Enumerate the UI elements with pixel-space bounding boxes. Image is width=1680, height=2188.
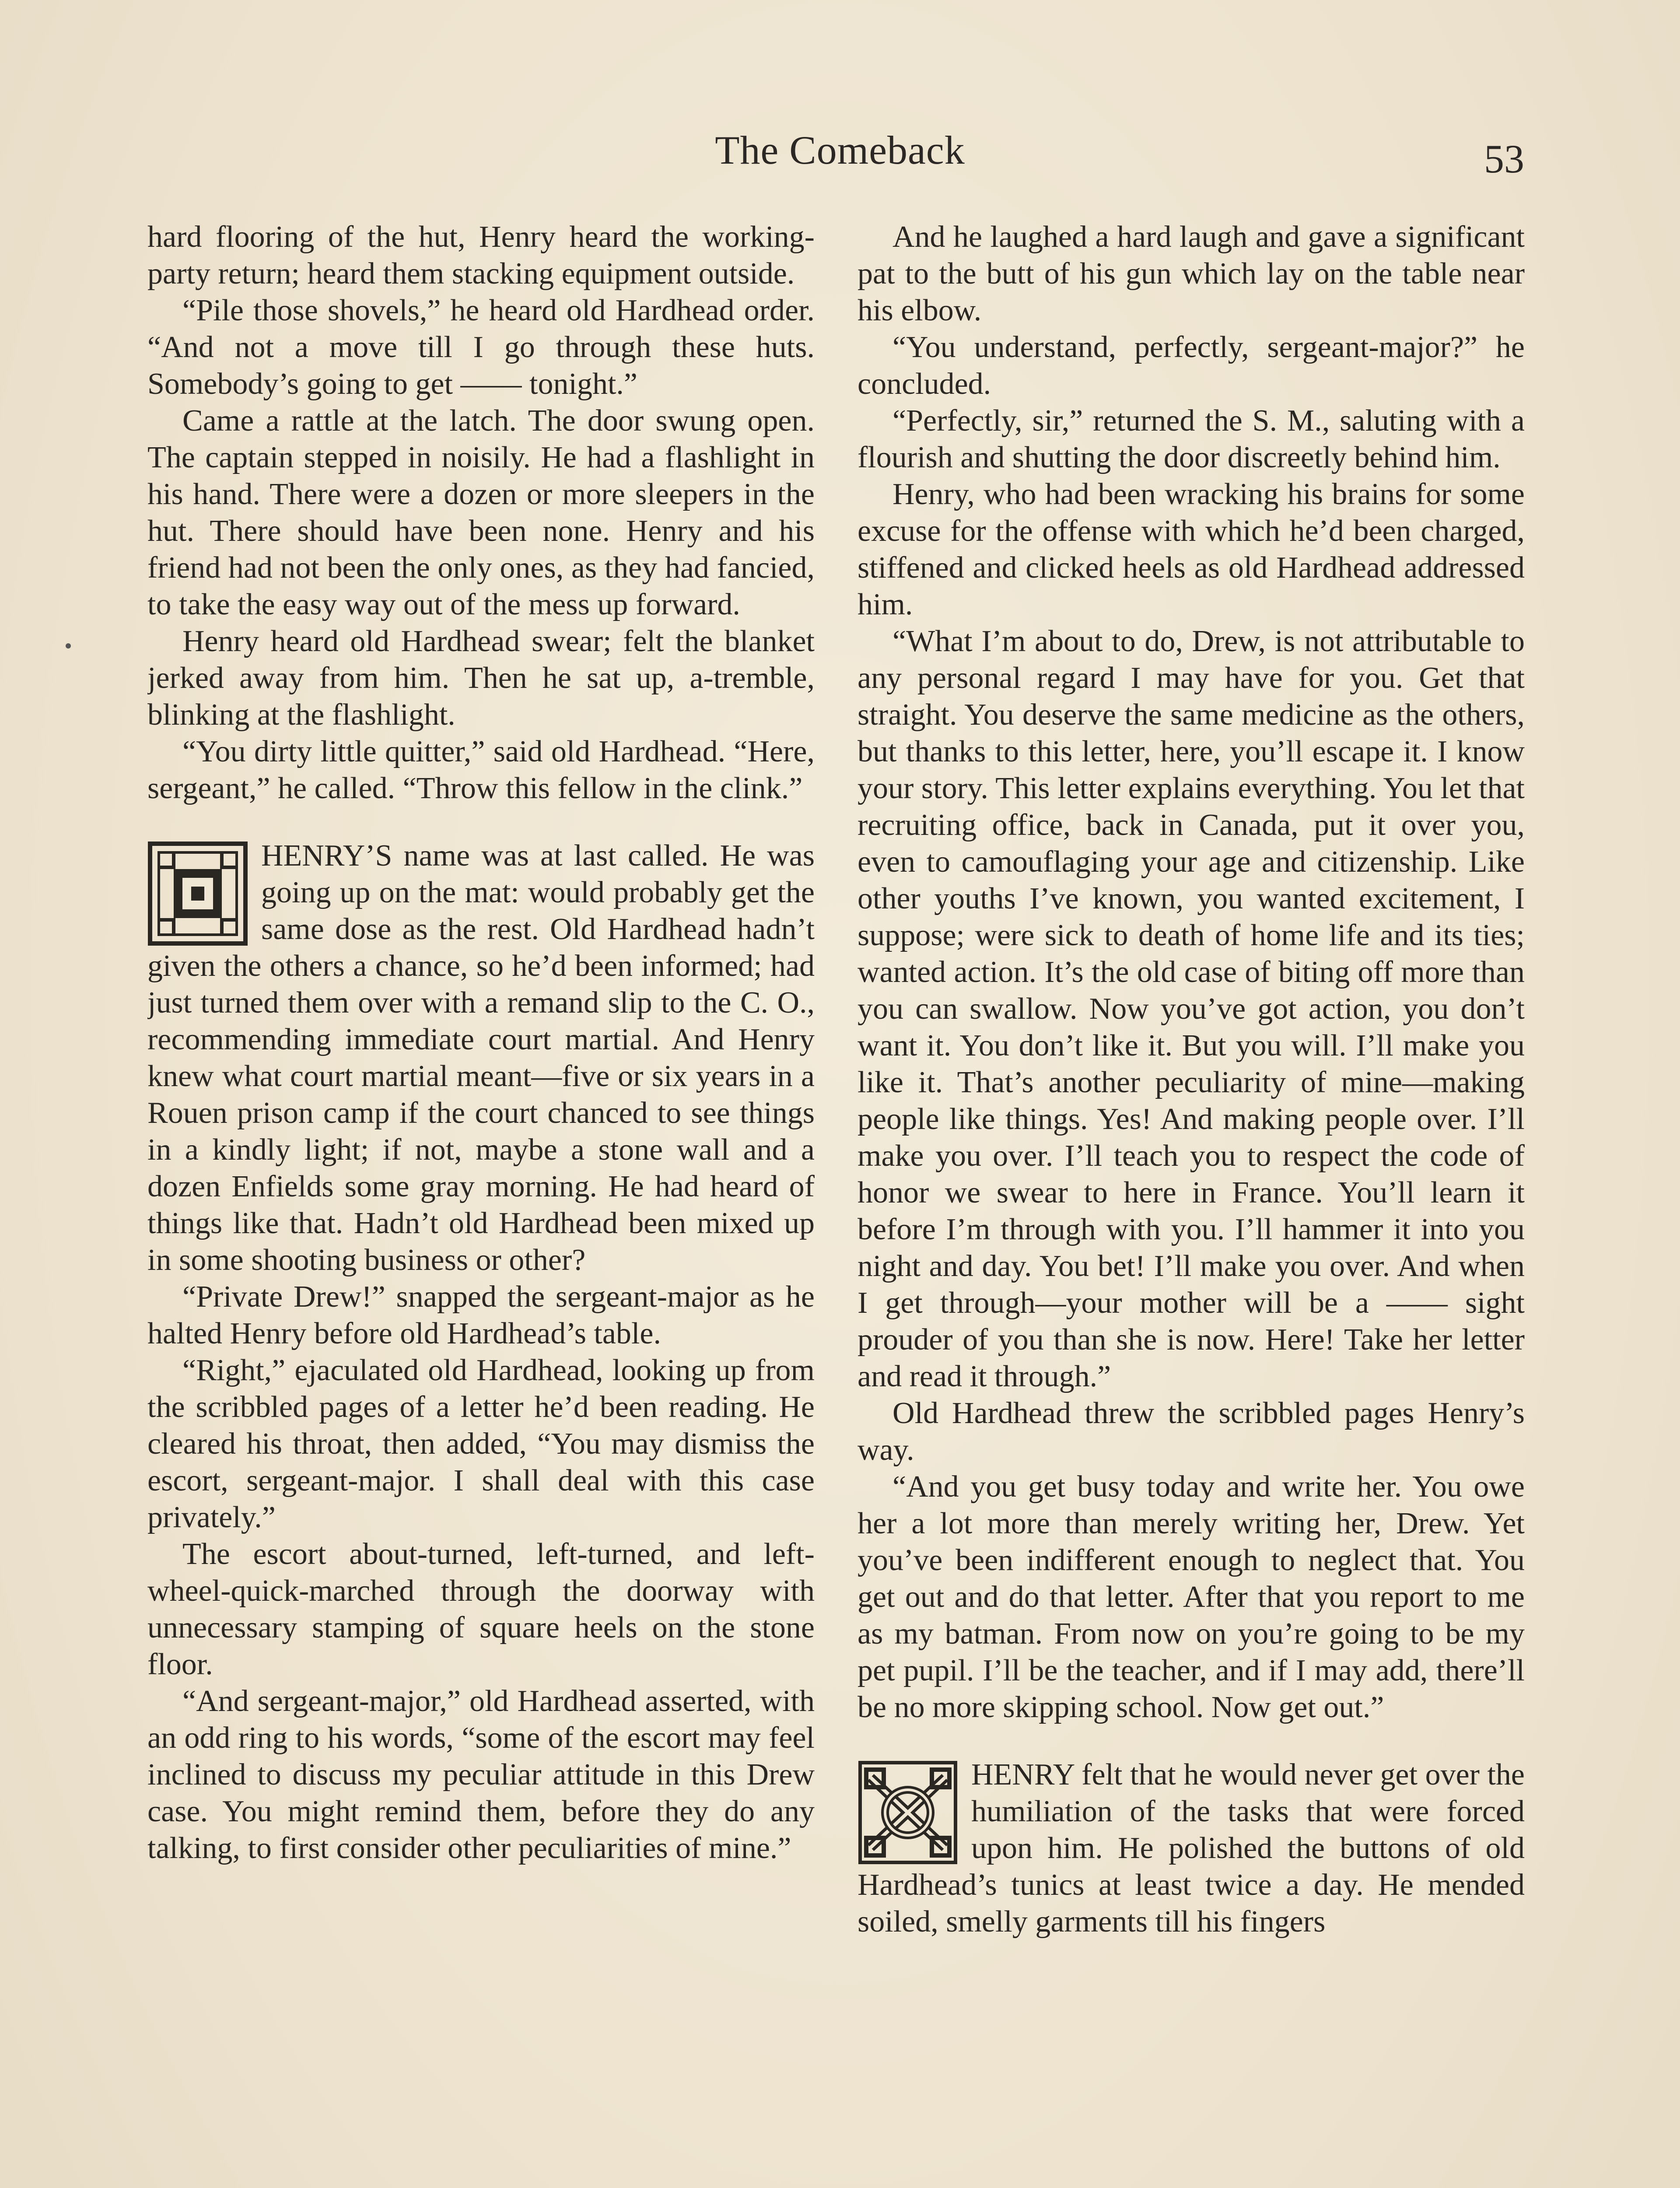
paragraph: “What I’m about to do, Drew, is not attributable to any personal regard I may have for you. Get that straight. You deserve the same medicine as the others, but thanks to this letter, here, you’ll escape it. I know your story. This letter explains everything. You let that recruiting office, back in Canada, put it over you, even to camouflaging your age and citizenship. Like other youths I’ve known, you wanted excitement, I suppose; were sick to death of home life and its ties; wanted action. It’s the old case of biting off more than you can swallow. Now you’ve got action, you don’t want it. You don’t like it. But you will. I’ll make you like it. That’s another peculiarity of mine—making people like things. Yes! And making people over. I’ll make you over. I’ll teach you to respect the code of honor we swear to here in France. You’ll learn it before I’m through with you. I’ll hammer it into you night and day. You bet! I’ll make you over. And when I get through—your mother will be a —— sight prouder of you than she is now. Here! Take her letter and read it through.”	[858, 624, 1525, 1393]
paragraph: Old Hardhead threw the scribbled pages Henry’s way.	[858, 1396, 1525, 1467]
paragraph: “Perfectly, sir,” returned the S. M., saluting with a flourish and shutting the door discreetly behind him.	[858, 404, 1525, 474]
paragraph: Came a rattle at the latch. The door swung open. The captain stepped in noisily. He had a flashlight in his hand. There were a dozen or more sleepers in the hut. There should have been none. Henry and his friend had not been the only ones, as they had fancied, to take the easy way out of the mess up forward.	[147, 404, 815, 621]
paragraph: And he laughed a hard laugh and gave a significant pat to the butt of his gun which lay on the table near his elbow.	[858, 220, 1525, 327]
left-column	[147, 219, 815, 2188]
ornament-initial-icon	[147, 841, 248, 946]
section-spacer	[858, 1726, 1525, 1757]
section-spacer	[147, 807, 815, 838]
right-column	[858, 219, 1525, 2188]
paragraph: “You dirty little quitter,” said old Hardhead. “Here, sergeant,” he called. “Throw this fellow in the clink.”	[147, 735, 815, 805]
running-title: The Comeback	[715, 128, 965, 172]
paragraph: “And you get busy today and write her. You owe her a lot more than merely writing her, Drew. Yet you’ve been indifferent enough to neglect that. You get out and do that letter. After that you report to me as my batman. From now on you’re going to be my pet pupil. I’ll be the teacher, and if I may add, there’ll be no more skipping school. Now get out.”	[858, 1470, 1525, 1724]
paragraph: Henry heard old Hardhead swear; felt the blanket jerked away from him. Then he sat up, a-tremble, blinking at the flashlight.	[147, 624, 815, 732]
paragraph: The escort about-turned, left-turned, and left-wheel-quick-marched through the doorway with unnecessary stamping of square heels on the stone floor.	[147, 1537, 815, 1681]
knot-ornament-icon	[858, 1760, 958, 1865]
page-number: 53	[1484, 137, 1524, 181]
paragraph: “Pile those shovels,” he heard old Hardhead order. “And not a move till I go through these huts. Somebody’s going to get —— tonight.”	[147, 294, 815, 401]
paragraph: Henry, who had been wracking his brains for some excuse for the offense with which he’d been charged, stiffened and clicked heels as old Hardhead addressed him.	[858, 477, 1525, 621]
paragraph: “Private Drew!” snapped the sergeant-major as he halted Henry before old Hardhead’s table.	[147, 1280, 815, 1350]
paragraph: “Right,” ejaculated old Hardhead, looking up from the scribbled pages of a letter he’d been reading. He cleared his throat, then added, “You may dismiss the escort, sergeant-major. I shall deal with this case privately.”	[147, 1353, 815, 1534]
print-speck	[66, 643, 71, 649]
paragraph: HENRY felt that he would never get over the humiliation of the tasks that were forced upon him. He polished the buttons of old Hardhead’s tunics at least twice a day. He mended soiled, smelly garments till his fingers	[858, 1758, 1525, 1939]
paragraph: “And sergeant-major,” old Hardhead asserted, with an odd ring to his words, “some of the escort may feel inclined to discuss my peculiar attitude in this Drew case. You might remind them, before they do any talking, to first consider other peculiarities of mine.”	[147, 1684, 815, 1865]
paragraph: HENRY’S name was at last called. He was going up on the mat: would probably get the same dose as the rest. Old Hardhead hadn’t given the others a chance, so he’d been informed; had just turned them over with a remand slip to the C. O., recommending immediate court martial. And Henry knew what court martial meant—five or six years in a Rouen prison camp if the court chanced to see things in a kindly light; if not, maybe a stone wall and a dozen Enfields some gray morning. He had heard of things like that. Hadn’t old Hardhead been mixed up in some shooting business or other?	[147, 839, 815, 1277]
paragraph: “You understand, perfectly, sergeant-major?” he concluded.	[858, 330, 1525, 401]
paragraph: hard flooring of the hut, Henry heard the working-party return; heard them stacking equipment outside.	[147, 220, 815, 291]
